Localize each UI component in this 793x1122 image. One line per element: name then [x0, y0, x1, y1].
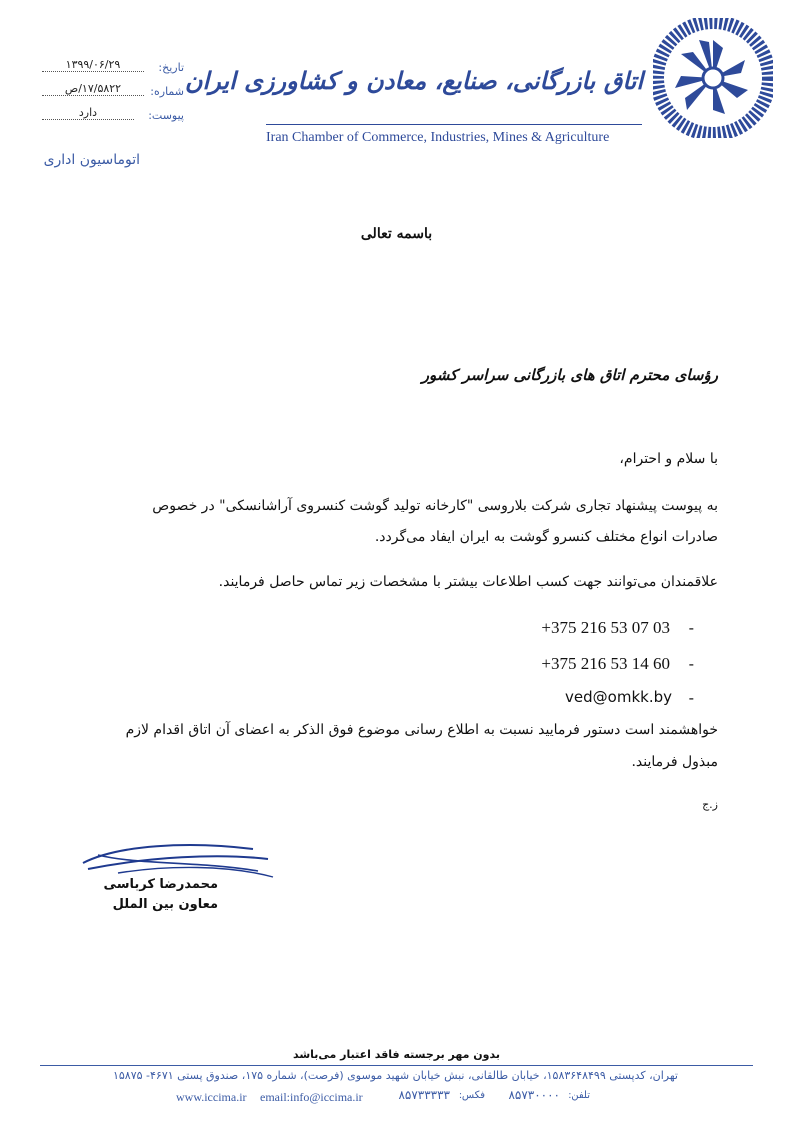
initials: ز.ج	[702, 798, 718, 811]
department-label: اتوماسیون اداری	[43, 152, 140, 168]
recipient: رؤسای محترم اتاق های بازرگانی سراسر کشور	[421, 366, 718, 384]
bullet: -	[688, 618, 694, 637]
paragraph-3-line-1: خواهشمند است دستور فرمایید نسبت به اطلاع رسانی موضوع فوق الذکر به اعضای آن اتاق اقدام لازم	[125, 722, 718, 738]
stamp-note: بدون مهر برجسته فاقد اعتبار می‌باشد	[292, 1048, 501, 1061]
footer-email[interactable]: email:info@iccima.ir	[260, 1090, 363, 1104]
paragraph-1-line-2: صادرات انواع مختلف کنسرو گوشت به ایران ایفاد می‌گردد.	[374, 529, 718, 545]
footer-rule	[40, 1065, 753, 1066]
number-label: شماره:	[150, 85, 184, 98]
org-name-fa: اتاق بازرگانی، صنایع، معادن و کشاورزی ایران	[184, 66, 643, 95]
footer-address: تهران، کدپستی ۱۵۸۳۶۴۸۴۹۹، خیابان طالقانی، نبش خیابان شهید موسوی (فرصت)، شماره ۱۷۵، صندوق پستی ۴۶۷۱- ۱۵۸۷۵	[112, 1069, 678, 1082]
letterhead	[0, 0, 793, 168]
attachment-value: دارد	[42, 106, 134, 120]
signer-name: محمدرضا کرباسی	[103, 877, 218, 892]
contact-list	[400, 612, 720, 712]
attachment-label: پیوست:	[148, 109, 184, 122]
footer-phone-label: تلفن:	[568, 1090, 590, 1101]
date-value: ۱۳۹۹/۰۶/۲۹	[42, 58, 144, 72]
signature-block	[78, 835, 278, 915]
footer-fax-label: فکس:	[459, 1090, 485, 1101]
bullet: -	[688, 688, 694, 707]
footer-fax-value: ۸۵۷۳۳۳۳۳	[398, 1088, 450, 1102]
contact-email[interactable]: ved@omkk.by	[565, 688, 672, 706]
iccima-logo	[653, 18, 773, 138]
paragraph-3-line-2: مبذول فرمایند.	[631, 754, 718, 770]
contact-item	[400, 648, 720, 680]
footer-website[interactable]: www.iccima.ir	[176, 1090, 247, 1104]
number-value: ۱۷/۵۸۲۲/ص	[42, 82, 144, 96]
contact-phone-2: +375 216 53 14 60	[541, 654, 670, 673]
greeting: با سلام و احترام،	[619, 451, 718, 467]
footer-contact-row	[170, 1088, 590, 1106]
contact-item	[400, 612, 720, 644]
date-label: تاریخ:	[158, 61, 184, 74]
signer-title: معاون بین الملل	[112, 897, 218, 912]
bullet: -	[688, 654, 694, 673]
org-name-en: Iran Chamber of Commerce, Industries, Mines & Agriculture	[266, 130, 610, 145]
header-rule	[266, 124, 642, 125]
footer-phone-value: ۸۵۷۳۰۰۰۰	[508, 1088, 560, 1102]
paragraph-2: علاقمندان می‌توانند جهت کسب اطلاعات بیشتر با مشخصات زیر تماس حاصل فرمایند.	[218, 574, 718, 590]
invocation: باسمه تعالی	[360, 226, 433, 242]
paragraph-1-line-1: به پیوست پیشنهاد تجاری شرکت بلاروسی "کارخانه تولید گوشت کنسروی آراشانسکی" در خصوص	[152, 498, 718, 514]
contact-phone-1: +375 216 53 07 03	[541, 618, 670, 637]
contact-item	[400, 682, 720, 714]
